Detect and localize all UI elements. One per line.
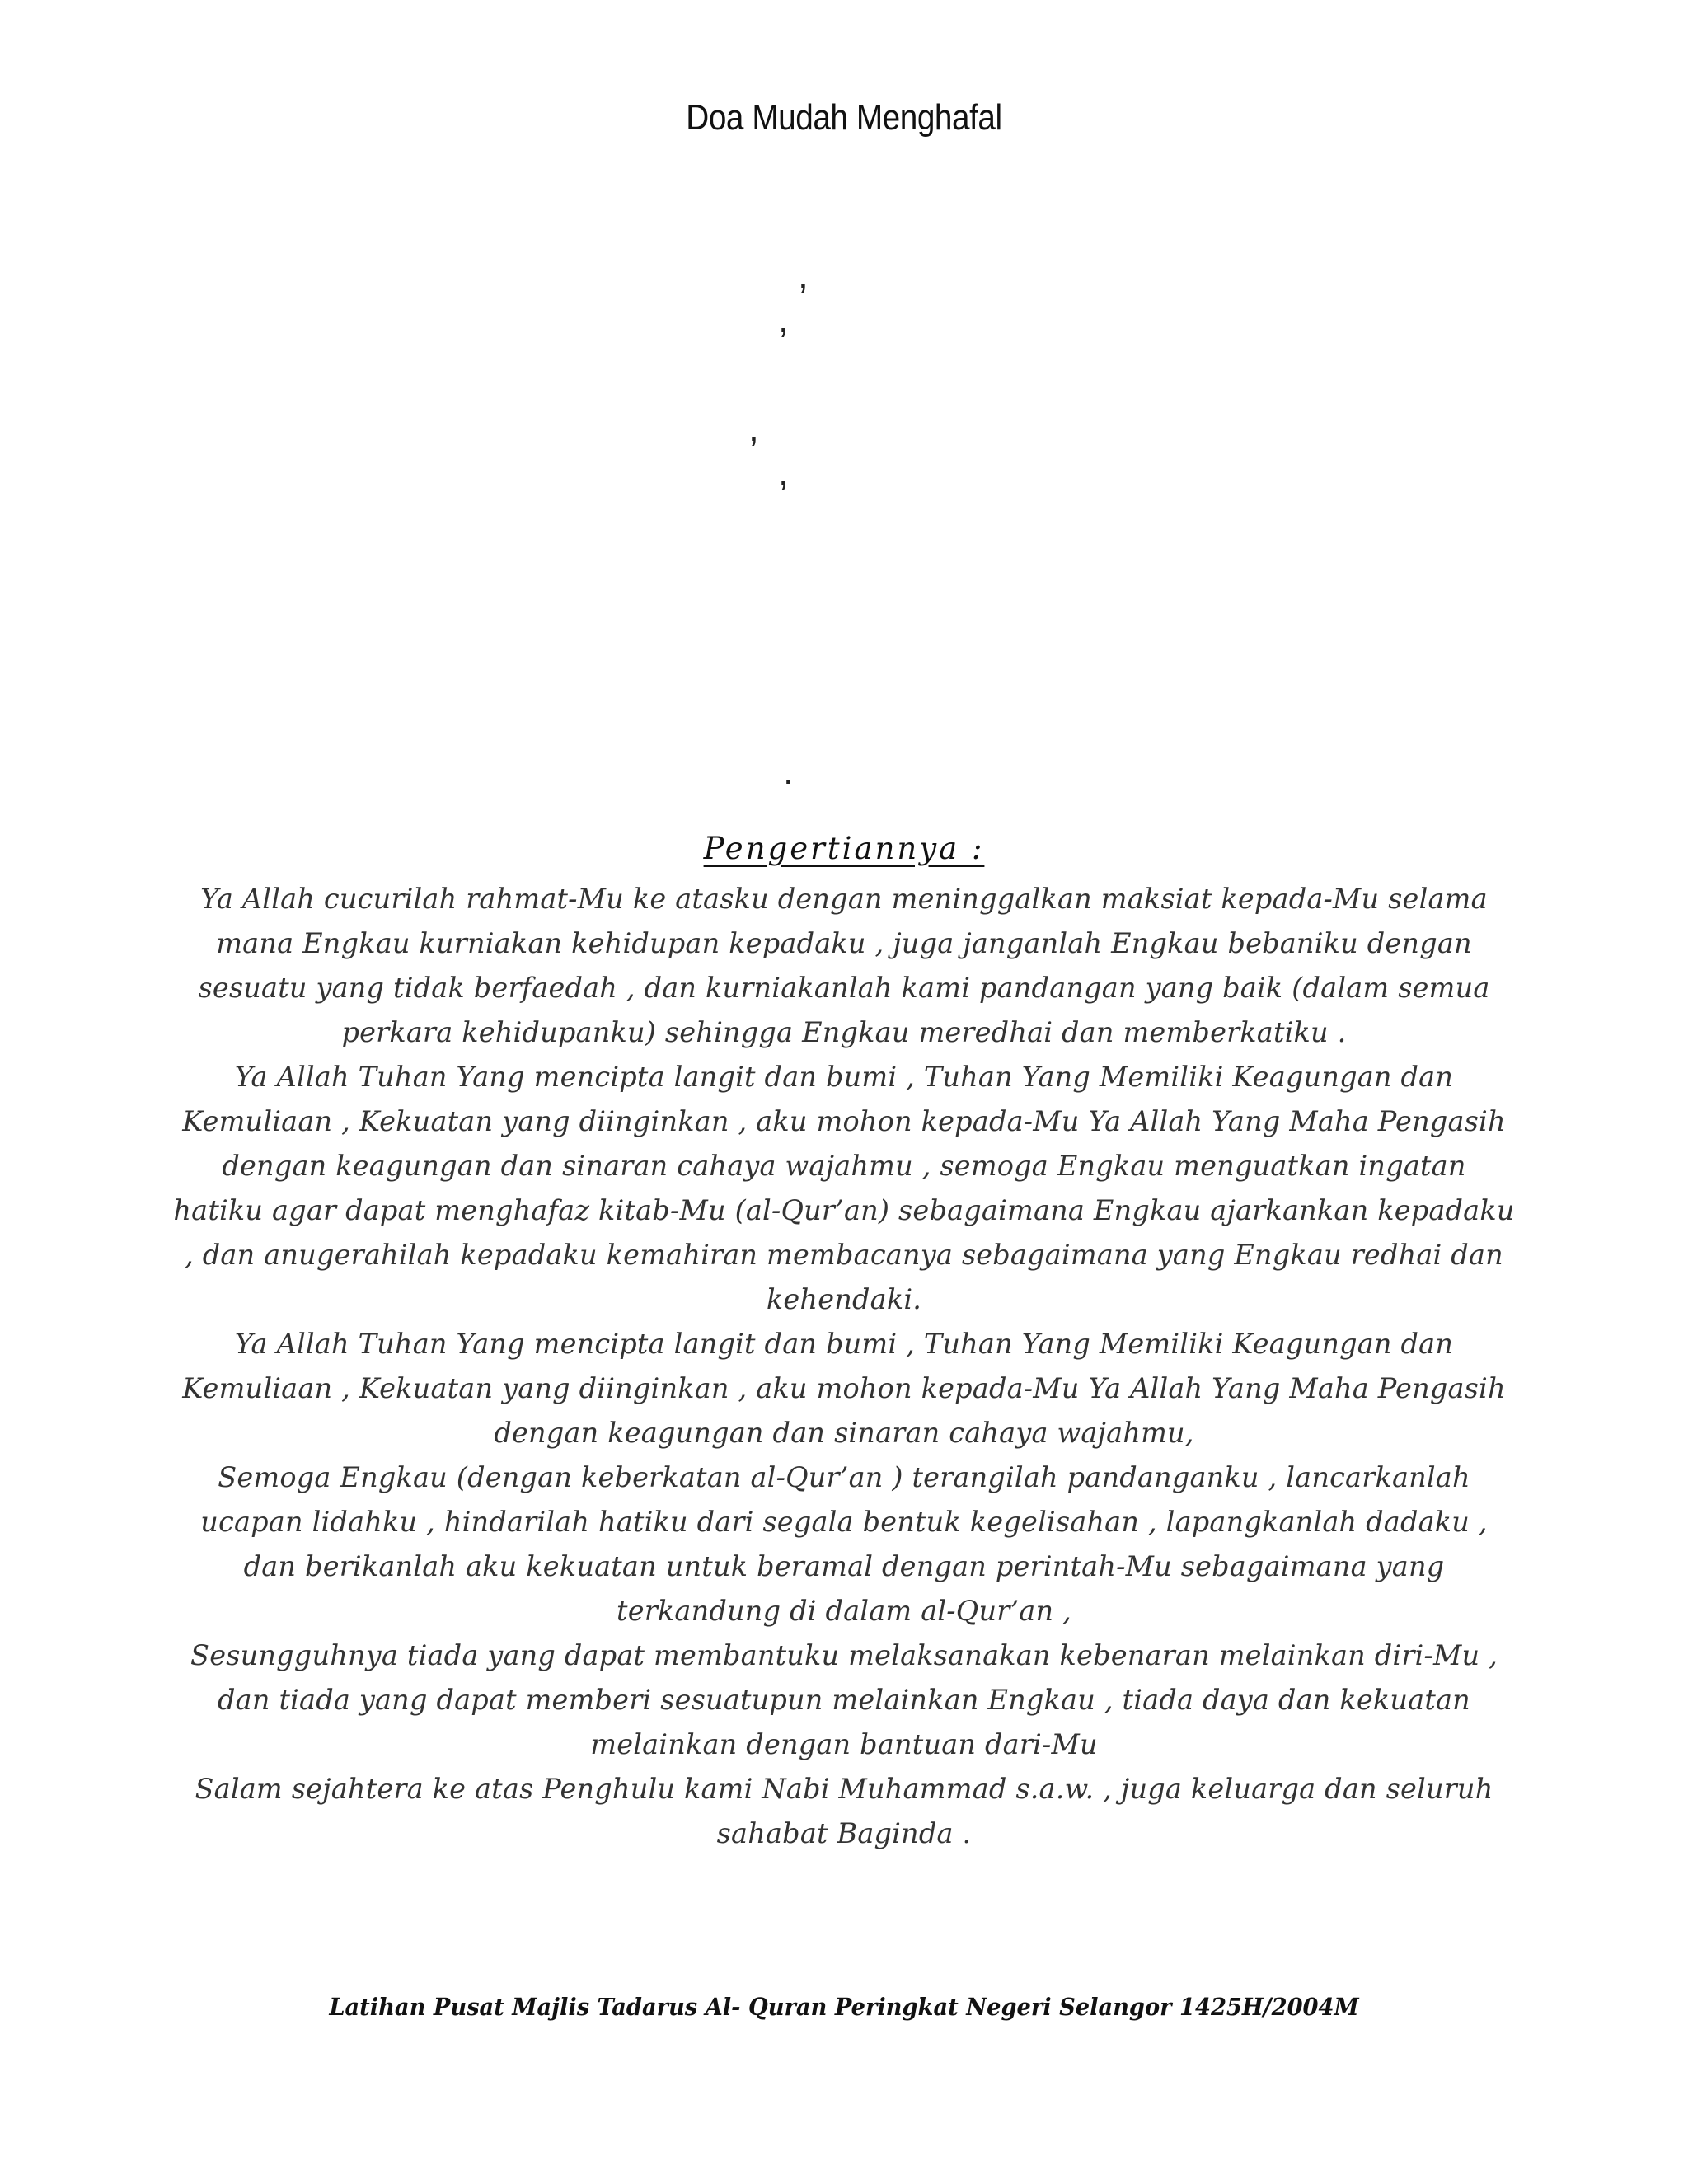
page-title: Doa Mudah Menghafal — [686, 97, 1002, 138]
meaning-heading: Pengertiannya : — [703, 831, 985, 866]
meaning-text — [173, 877, 1515, 1856]
arabic-line-mark: , — [748, 406, 759, 449]
meaning-paragraph: Ya Allah Tuhan Yang mencipta langit dan bumi , Tuhan Yang Memiliki Keagungan dan Kemuliaan , Kekuatan yang diinginkan , aku mohon kepada-Mu Ya Allah Yang Maha Pengasih dengan keagungan dan sinaran cahaya wajahmu , semoga Engkau menguatkan ingatan hatiku agar dapat menghafaz kitab-Mu (al-Qur’an) sebagaimana Engkau ajarkankan kepadaku , dan anugerahilah kepadaku kemahiran membacanya sebagaimana yang Engkau redhai dan kehendaki. — [173, 1061, 1515, 1315]
meaning-paragraph: Semoga Engkau (dengan keberkatan al-Qur’an ) terangilah pandanganku , lancarkanlah ucapan lidahku , hindarilah hatiku dari segala bentuk kegelisahan , lapangkanlah dadaku , dan berikanlah aku kekuatan untuk beramal dengan perintah-Mu sebagaimana yang terkandung di dalam al-Qur’an , — [200, 1461, 1488, 1627]
page-footer: Latihan Pusat Majlis Tadarus Al- Quran Peringkat Negeri Selangor 1425H/2004M — [329, 1993, 1359, 2021]
meaning-paragraph: Salam sejahtera ke atas Penghulu kami Nabi Muhammad s.a.w. , juga keluarga dan seluruh sahabat Baginda . — [195, 1773, 1493, 1849]
meaning-paragraph: Sesungguhnya tiada yang dapat membantuku melaksanakan kebenaran melainkan diri-Mu , dan tiada yang dapat memberi sesuatupun melainkan Engkau , tiada daya dan kekuatan melainkan dengan bantuan dari-Mu — [190, 1639, 1498, 1760]
arabic-line-mark: . — [783, 749, 794, 792]
arabic-line-mark: , — [798, 253, 809, 296]
meaning-paragraph: Ya Allah Tuhan Yang mencipta langit dan bumi , Tuhan Yang Memiliki Keagungan dan Kemuliaan , Kekuatan yang diinginkan , aku mohon kepada-Mu Ya Allah Yang Maha Pengasih dengan keagungan dan sinaran cahaya wajahmu, — [182, 1328, 1506, 1449]
arabic-line-mark: , — [778, 298, 789, 340]
arabic-line-mark: , — [778, 451, 789, 494]
meaning-paragraph: Ya Allah cucurilah rahmat-Mu ke atasku dengan meninggalkan maksiat kepada-Mu selama mana Engkau kurniakan kehidupan kepadaku , juga janganlah Engkau bebaniku dengan sesuatu yang tidak berfaedah , dan kurniakanlah kami pandangan yang baik (dalam semua perkara kehidupanku) sehingga Engkau meredhai dan memberkatiku . — [198, 883, 1490, 1048]
